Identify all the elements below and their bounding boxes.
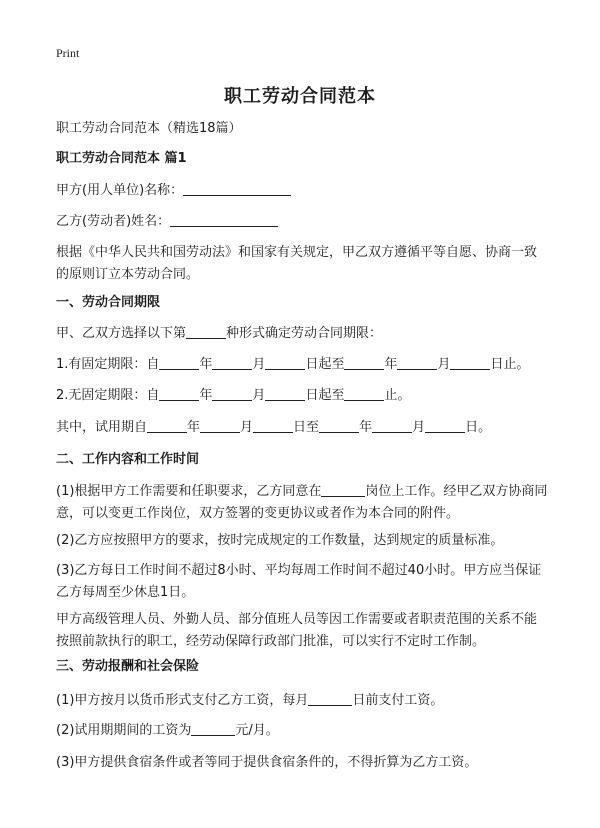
- probation-month: 月: [240, 420, 254, 435]
- probation-year2: 年: [359, 420, 373, 435]
- fixed-prefix: 1.有固定期限：自: [56, 357, 160, 372]
- blank: [344, 386, 384, 401]
- blank: [372, 418, 412, 433]
- blank: [265, 355, 305, 370]
- blank: [450, 355, 490, 370]
- nonfixed-prefix: 2.无固定期限：自: [56, 388, 160, 403]
- fixed-month2: 月: [437, 357, 451, 372]
- work-paragraph-3: (3)乙方每日工作时间不超过8小时、平均每周工作时间不超过40小时。甲方应当保证乙方每周至少休息1日。: [56, 563, 542, 600]
- pay-paragraph-2: [56, 720, 548, 742]
- blank: [159, 355, 199, 370]
- blank: [159, 386, 199, 401]
- blank: [319, 418, 359, 433]
- fixed-from: 日起至: [305, 357, 345, 372]
- blank: [397, 355, 437, 370]
- page-title: 职工劳动合同范本: [224, 86, 376, 107]
- work-paragraph-4: 甲方高级管理人员、外勤人员、部分值班人员等因工作需要或者职责范围的关系不能按照前款执行的职工，经劳动保障行政部门批准，可以实行不定时工作制。: [56, 612, 538, 649]
- subtitle: 职工劳动合同范本（精选18篇）: [56, 121, 242, 136]
- probation-year: 年: [187, 420, 201, 435]
- fixed-year2: 年: [384, 357, 398, 372]
- term-choice-text-b: 种形式确定劳动合同期限：: [226, 326, 383, 341]
- nonfixed-term-line: [56, 385, 548, 407]
- nonfixed-from: 日起至: [305, 388, 345, 403]
- party-b-blank: [170, 212, 278, 227]
- blank: [265, 386, 305, 401]
- blank: [212, 386, 252, 401]
- pay1-text-b: 日前支付工资。: [352, 693, 444, 708]
- party-a-blank: [183, 181, 291, 196]
- pay1-text-a: (1)甲方按月以货币形式支付乙方工资，每月: [56, 693, 309, 708]
- pay2-text-b: 元/月。: [235, 723, 279, 738]
- pay2-text-a: (2)试用期期间的工资为: [56, 723, 192, 738]
- position-blank: [321, 482, 365, 497]
- pay-paragraph-3: (3)甲方提供食宿条件或者等同于提供食宿条件的，不得折算为乙方工资。: [56, 755, 478, 770]
- term-choice-text-a: 甲、乙双方选择以下第: [56, 326, 187, 341]
- heading-contract-term: 一、劳动合同期限: [56, 295, 161, 310]
- probation-line: [56, 417, 548, 439]
- print-link[interactable]: Print: [56, 46, 80, 60]
- salary-blank: [191, 721, 235, 736]
- term-choice-line: [56, 323, 548, 345]
- fixed-end: 日止。: [490, 357, 530, 372]
- blank: [253, 418, 293, 433]
- term-choice-blank: [186, 324, 226, 339]
- blank: [425, 418, 465, 433]
- nonfixed-end: 止。: [384, 388, 411, 403]
- probation-to: 日至: [293, 420, 320, 435]
- probation-end: 日。: [465, 420, 492, 435]
- fixed-year: 年: [199, 357, 213, 372]
- intro-paragraph: 根据《中华人民共和国劳动法》和国家有关规定，甲乙双方遵循平等自愿、协商一致的原则订立本劳动合同。: [56, 245, 538, 282]
- party-a-label: 甲方(用人单位)名称：: [56, 183, 184, 198]
- heading-work-content: 二、工作内容和工作时间: [56, 452, 200, 467]
- party-a-line: [56, 180, 548, 202]
- blank: [200, 418, 240, 433]
- work1-text-a: (1)根据甲方工作需要和任职要求，乙方同意在: [56, 484, 322, 499]
- section-title: 职工劳动合同范本 篇1: [56, 151, 187, 166]
- party-b-label: 乙方(劳动者)姓名：: [56, 214, 171, 229]
- work1-text-b: 岗位上工作。经甲乙双方协商同意，可以变更工作岗位，双方签署的变更协议或者作为本合同的附件。: [56, 484, 548, 521]
- blank: [344, 355, 384, 370]
- pay-paragraph-1: [56, 690, 548, 712]
- work-paragraph-2: (2)乙方应按照甲方的要求，按时完成规定的工作数量，达到规定的质量标准。: [56, 533, 504, 548]
- blank: [212, 355, 252, 370]
- fixed-month: 月: [252, 357, 266, 372]
- party-b-line: [56, 211, 548, 233]
- nonfixed-month: 月: [252, 388, 266, 403]
- work-paragraph-1: [56, 481, 548, 525]
- fixed-term-line: [56, 354, 548, 376]
- pay-day-blank: [308, 691, 352, 706]
- blank: [147, 418, 187, 433]
- heading-pay-insurance: 三、劳动报酬和社会保险: [56, 659, 200, 674]
- probation-month2: 月: [412, 420, 426, 435]
- nonfixed-year: 年: [199, 388, 213, 403]
- probation-prefix: 其中，试用期自: [56, 420, 148, 435]
